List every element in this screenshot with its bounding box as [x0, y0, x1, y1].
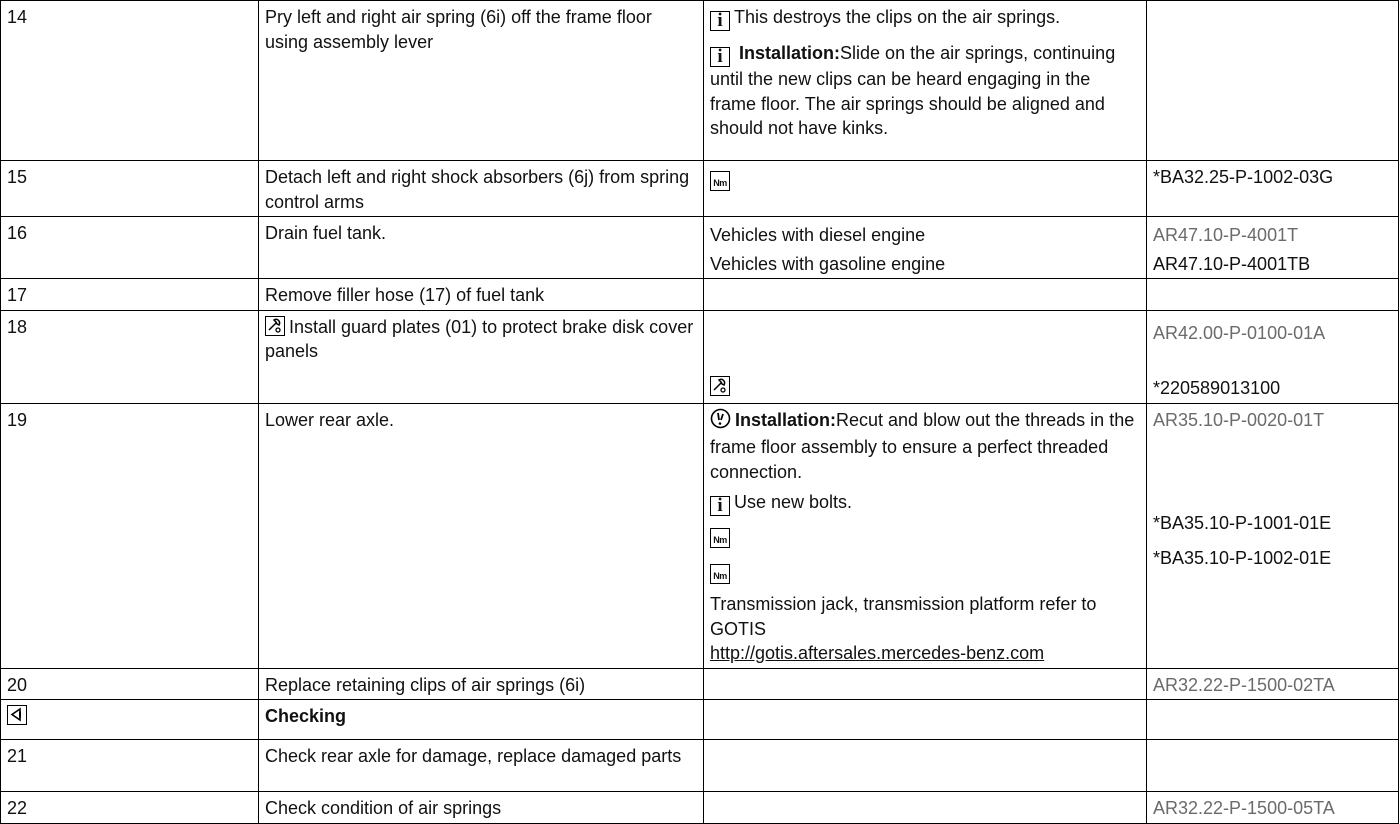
- table-row: [1, 740, 1399, 792]
- step-number: 16: [1, 217, 259, 279]
- torque-icon: Nm: [710, 171, 730, 191]
- condition-diesel: Vehicles with diesel engine: [710, 225, 926, 245]
- step-number: 22: [1, 792, 259, 824]
- step-reference: [1147, 403, 1399, 668]
- step-reference[interactable]: AR32.22-P-1500-02TA: [1147, 668, 1399, 700]
- table-row: [1, 700, 1399, 740]
- step-notes: [704, 310, 1147, 403]
- table-row: [1, 161, 1399, 217]
- step-notes: [704, 161, 1147, 217]
- step-notes: Installation:Recut and blow out the threads in the frame floor assembly to ensure a perfect threaded connection. i Use new bolts. Nm Nm Transmission jack, transmission platform refer to GOTIS http://gotis.aftersales.mercedes-benz.com: [704, 403, 1147, 668]
- table-row: [1, 1, 1399, 161]
- step-action: Drain fuel tank.: [259, 217, 704, 279]
- section-heading: Checking: [259, 700, 704, 740]
- step-action: Install guard plates (01) to protect brake disk cover panels: [259, 310, 704, 403]
- step-reference: [1147, 1, 1399, 161]
- reference-link[interactable]: AR42.00-P-0100-01A: [1153, 322, 1326, 343]
- table-row: [1, 279, 1399, 311]
- special-tool-icon: [265, 316, 285, 336]
- info-icon: i: [710, 11, 730, 31]
- step-notes: i This destroys the clips on the air springs. i Installation:Slide on the air springs, continuing until the new clips can be heard engaging in the frame floor. The air springs should be aligned and should not have kinks.: [704, 1, 1147, 161]
- step-notes: [704, 279, 1147, 311]
- step-notes: [704, 792, 1147, 824]
- step-action: Lower rear axle.: [259, 403, 704, 668]
- gotis-link[interactable]: http://gotis.aftersales.mercedes-benz.com: [710, 643, 1045, 663]
- step-notes: [704, 668, 1147, 700]
- step-reference[interactable]: AR32.22-P-1500-05TA: [1147, 792, 1399, 824]
- step-number: 20: [1, 668, 259, 700]
- section-marker: [1, 700, 259, 740]
- step-reference: [1147, 310, 1399, 403]
- reference-link[interactable]: AR35.10-P-0020-01T: [1153, 409, 1325, 430]
- installation-warning-icon: [710, 408, 731, 436]
- step-reference: [1147, 700, 1399, 740]
- table-row: [1, 668, 1399, 700]
- step-reference: [1147, 217, 1399, 279]
- step-action: Remove filler hose (17) of fuel tank: [259, 279, 704, 311]
- info-icon: i: [710, 496, 730, 516]
- tool-note: Transmission jack, transmission platform refer to GOTIS: [710, 594, 1097, 639]
- step-action: Check condition of air springs: [259, 792, 704, 824]
- special-tool-number[interactable]: *220589013100: [1153, 378, 1281, 398]
- step-number: 19: [1, 403, 259, 668]
- table-row: [1, 403, 1399, 668]
- table-row: [1, 310, 1399, 403]
- step-notes: [704, 217, 1147, 279]
- condition-gasoline: Vehicles with gasoline engine: [710, 253, 946, 274]
- step-reference: [1147, 279, 1399, 311]
- step-notes: [704, 700, 1147, 740]
- reference-link[interactable]: AR47.10-P-4001TB: [1153, 253, 1311, 274]
- step-number: 17: [1, 279, 259, 311]
- step-number: 21: [1, 740, 259, 792]
- step-action: Replace retaining clips of air springs (6i): [259, 668, 704, 700]
- step-action: Pry left and right air spring (6i) off the frame floor using assembly lever: [259, 1, 704, 161]
- step-notes: [704, 740, 1147, 792]
- step-number: 14: [1, 1, 259, 161]
- step-reference: [1147, 740, 1399, 792]
- special-tool-icon: [710, 376, 730, 396]
- info-icon: i: [710, 47, 730, 67]
- step-action: Detach left and right shock absorbers (6j) from spring control arms: [259, 161, 704, 217]
- step-number: 18: [1, 310, 259, 403]
- torque-icon: Nm: [710, 564, 730, 584]
- table-row: [1, 792, 1399, 824]
- reference-link[interactable]: AR47.10-P-4001T: [1153, 225, 1299, 245]
- step-reference[interactable]: *BA32.25-P-1002-03G: [1147, 161, 1399, 217]
- torque-reference[interactable]: *BA35.10-P-1002-01E: [1153, 547, 1332, 568]
- step-action: Check rear axle for damage, replace damaged parts: [259, 740, 704, 792]
- checking-icon: [7, 705, 27, 725]
- torque-reference[interactable]: *BA35.10-P-1001-01E: [1153, 513, 1332, 533]
- table-row: [1, 217, 1399, 279]
- step-number: 15: [1, 161, 259, 217]
- torque-icon: Nm: [710, 528, 730, 548]
